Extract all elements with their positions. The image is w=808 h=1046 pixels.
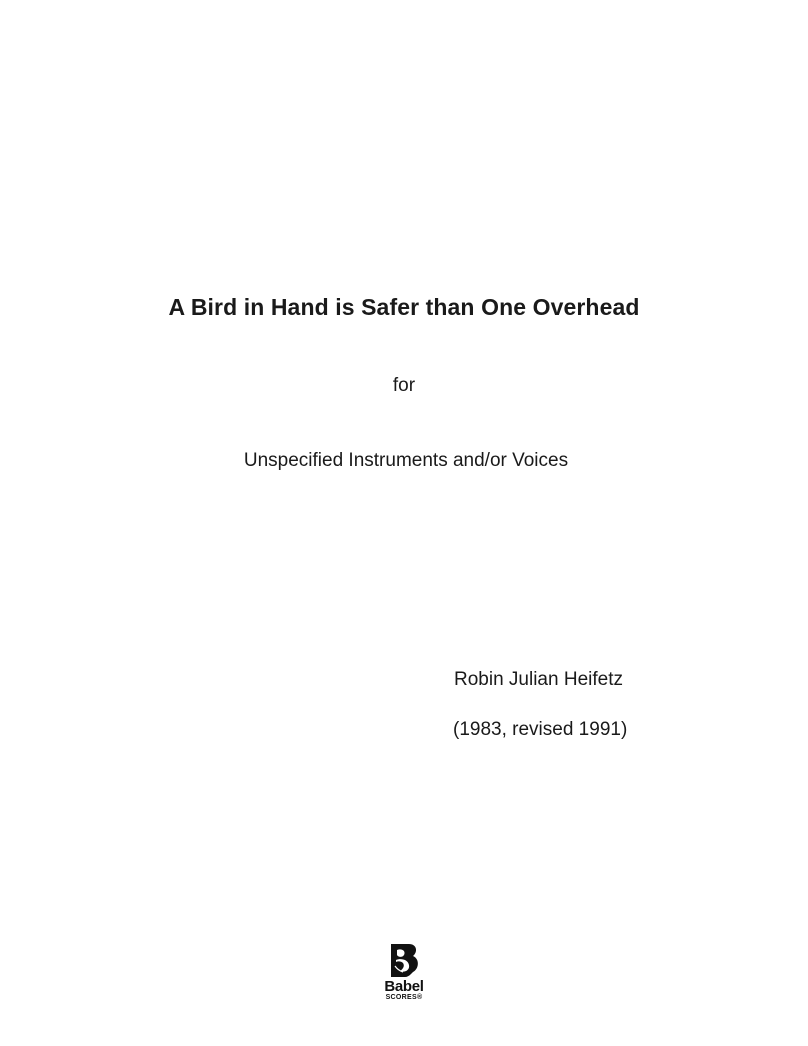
piece-title: A Bird in Hand is Safer than One Overhead — [168, 294, 640, 320]
babel-scores-logo-icon — [387, 942, 421, 980]
publisher-logo-subtitle: SCORES® — [385, 994, 423, 1001]
instrumentation: Unspecified Instruments and/or Voices — [243, 450, 569, 471]
publisher-logo-word: Babel — [384, 978, 424, 995]
composer-name: Robin Julian Heifetz — [454, 669, 623, 690]
publisher-logo — [374, 942, 434, 1008]
for-line: for — [392, 375, 416, 396]
composition-date: (1983, revised 1991) — [453, 719, 628, 740]
